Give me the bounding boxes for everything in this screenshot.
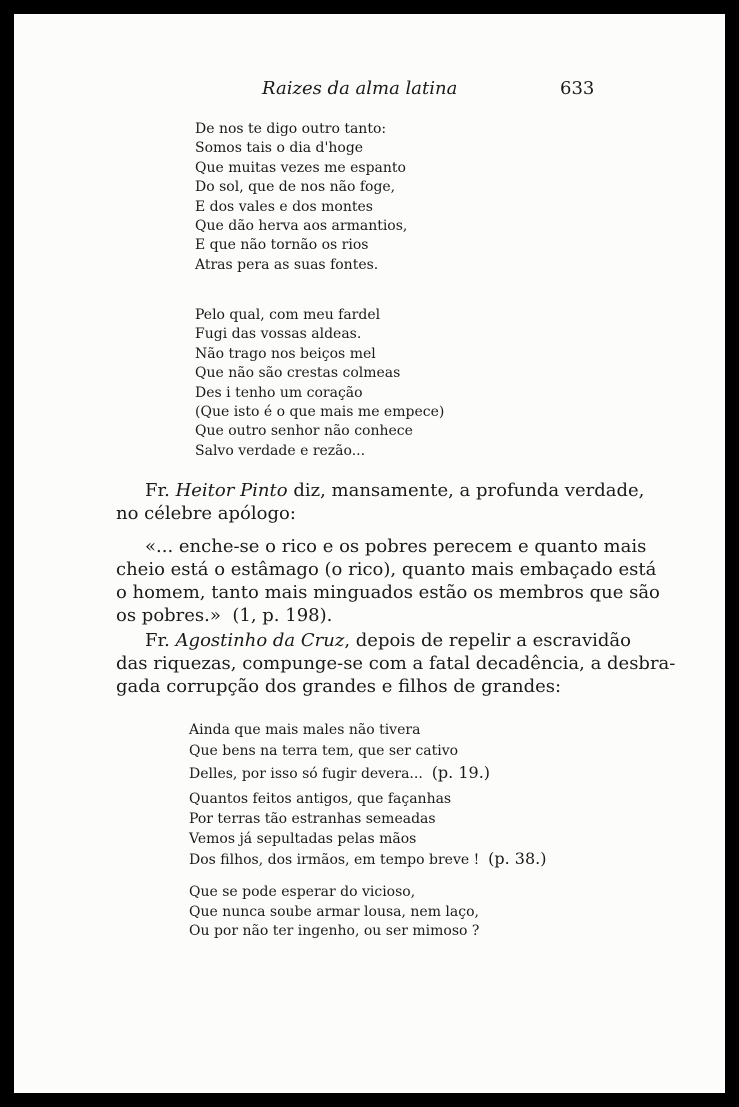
prose-line [116, 604, 600, 627]
verse-line: Que não são crestas colmeas [195, 365, 401, 382]
verse-line: Ou por não ter ingenho, ou ser mimoso ? [189, 923, 480, 940]
verse-line: Que bens na terra tem, que ser cativo [189, 743, 459, 759]
verse-line: Ainda que mais males não tivera [189, 722, 421, 738]
verse-line: Não trago nos beiços mel [195, 345, 376, 362]
author-name: Agostinho da Cruz [175, 630, 345, 651]
verse-line: Pelo qual, com meu fardel [195, 307, 381, 323]
verse-line: (Que isto é o que mais me empece) [195, 404, 445, 421]
verse-line: E que não tornão os rios [195, 237, 369, 254]
verse-line: Fugi das vossas aldeas. [195, 326, 362, 343]
citation-ref: (p. 38.) [488, 849, 547, 869]
verse-line: Vemos já sepultadas pelas mãos [189, 830, 417, 847]
prose-line: o homem, tanto mais minguados estão os membros que são [116, 582, 660, 603]
prose-line [116, 479, 645, 502]
verse-line: Quantos feitos antigos, que façanhas [189, 791, 452, 807]
verse-line: Que outro senhor não conhece [195, 423, 413, 440]
page-number: 633 [560, 78, 595, 99]
author-prefix: Fr. [145, 630, 176, 651]
verse-line: Por terras tão estranhas semeadas [189, 810, 436, 827]
prose-text: , depois de repelir a escravidão [344, 630, 631, 651]
page-header [14, 78, 725, 102]
citation-ref: (p. 19.) [431, 763, 491, 782]
quotation-paragraph [116, 535, 660, 627]
author-name: Heitor Pinto [175, 480, 288, 501]
poem-stanza-4 [189, 790, 546, 871]
running-title: Raizes da alma latina [262, 78, 458, 99]
citation-ref: (1, p. 198). [232, 605, 333, 626]
verse-text: Dos filhos, dos irmãos, em tempo breve ! [189, 852, 480, 869]
paragraph-agostinho-da-cruz [116, 629, 676, 698]
poem-stanza-2 [195, 306, 444, 461]
verse-line: Que se pode esperar do vicioso, [189, 884, 416, 900]
verse-line: Atras pera as suas fontes. [195, 256, 379, 273]
verse-line: Somos tais o dia d'hoge [195, 140, 364, 157]
verse-line: Que nunca soube armar lousa, nem laço, [189, 903, 479, 920]
verse-line: Salvo verdade e rezão... [195, 442, 366, 459]
verse-line: Do sol, que de nos não foge, [195, 179, 396, 196]
verse-line: E dos vales e dos montes [195, 198, 373, 215]
prose-line [116, 629, 631, 652]
verse-line: De nos te digo outro tanto: [195, 121, 387, 137]
prose-text: diz, mansamente, a profunda verdade, [287, 480, 645, 501]
poem-stanza-1 [195, 120, 407, 275]
prose-line: gada corrupção dos grandes e filhos de grandes: [116, 676, 562, 697]
verse-line [189, 762, 490, 785]
author-prefix: Fr. [145, 480, 176, 501]
prose-line: cheio está o estâmago (o rico), quanto mais embaçado está [116, 559, 657, 580]
prose-text: os pobres.» [116, 605, 221, 626]
poem-stanza-5 [189, 883, 479, 942]
verse-line: Que dão herva aos armantios, [195, 218, 408, 235]
verse-line: Des i tenho um coração [195, 384, 363, 401]
poem-stanza-3 [189, 720, 490, 785]
verse-line: Que muitas vezes me espanto [195, 159, 406, 176]
verse-line [189, 849, 546, 871]
book-page [14, 14, 725, 1093]
prose-line: no célebre apólogo: [116, 503, 296, 524]
prose-line: das riquezas, compunge-se com a fatal decadência, a desbra- [116, 653, 676, 674]
verse-text: Delles, por isso só fugir devera... [189, 766, 423, 782]
prose-line: «... enche-se o rico e os pobres perecem e quanto mais [145, 536, 647, 557]
paragraph-heitor-pinto [116, 479, 645, 525]
